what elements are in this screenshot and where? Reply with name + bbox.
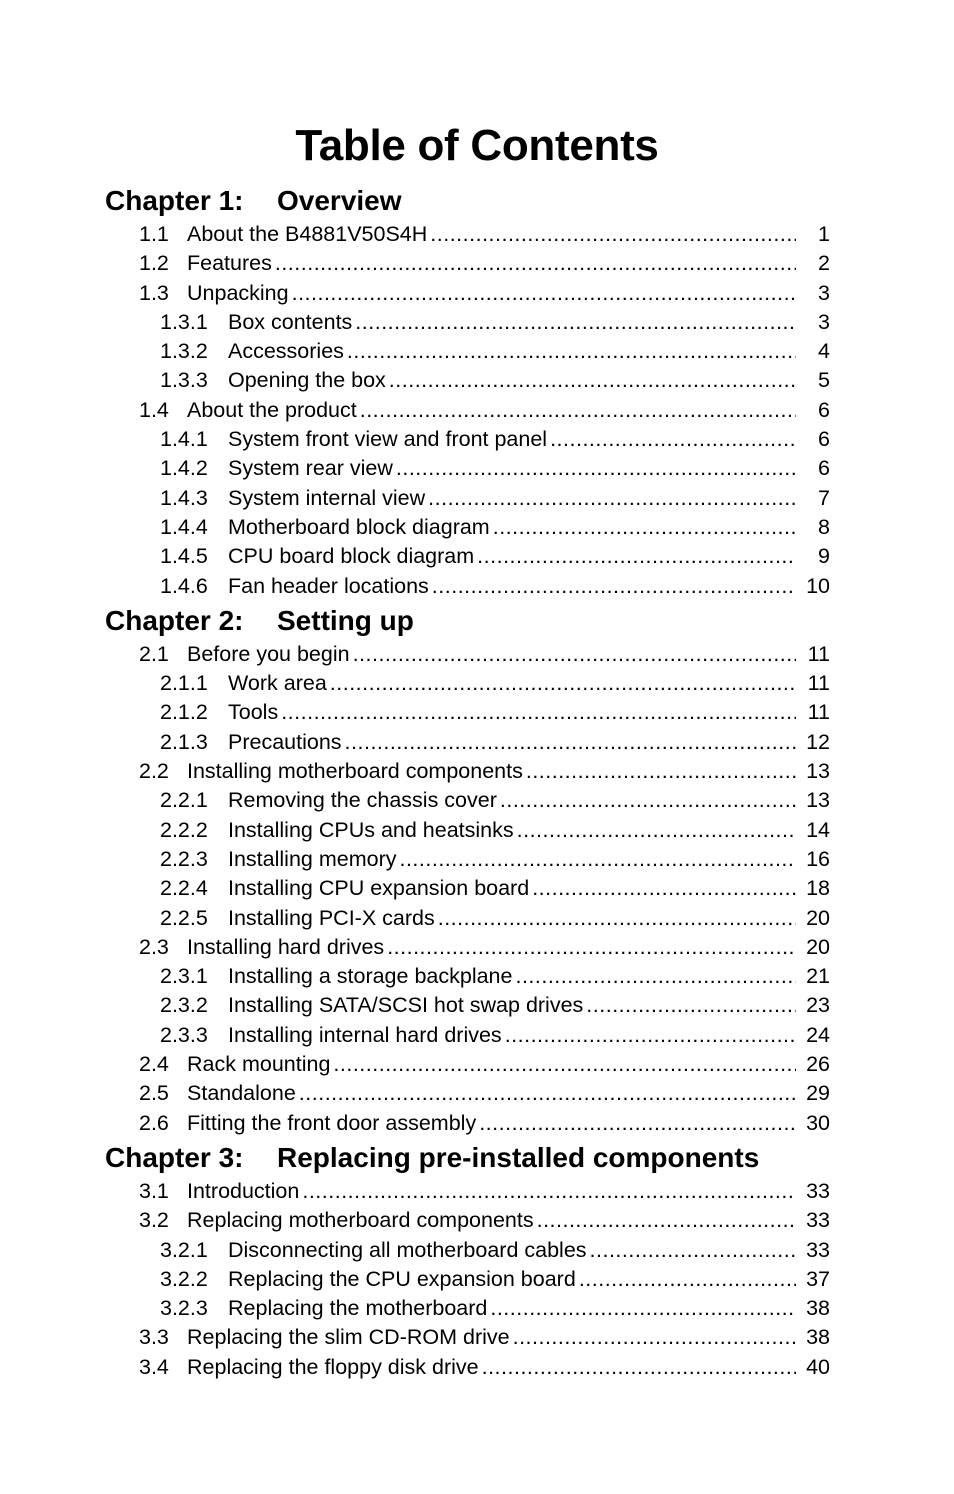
page-number: 6 [818,427,830,452]
toc-entry[interactable] [105,572,830,601]
section-number: 3.1 [139,1178,169,1203]
section-title: Tools [228,700,279,725]
page-number: 13 [806,759,830,784]
dot-leader [399,845,796,874]
dot-leader [517,816,796,845]
page-number: 40 [806,1354,830,1379]
page-number: 18 [806,876,830,901]
section-number: 1.4.5 [160,544,208,569]
dot-leader [493,513,796,542]
page-number: 12 [806,729,830,754]
section-title: Standalone [187,1081,296,1106]
page-number: 13 [806,788,830,813]
toc-entry[interactable] [105,991,830,1020]
dot-leader [345,728,796,757]
dot-leader [479,1109,796,1138]
toc-entry[interactable] [105,1294,830,1323]
toc-entry[interactable] [105,1177,830,1206]
section-number: 3.2.2 [160,1266,208,1291]
toc-entry[interactable] [105,904,830,933]
chapter-title: Overview [277,185,402,216]
section-number: 3.4 [139,1354,169,1379]
dot-leader [513,1323,796,1352]
section-number: 2.4 [139,1052,169,1077]
dot-leader [387,933,796,962]
toc-entry[interactable] [105,698,830,727]
section-title: Before you begin [187,641,350,666]
dot-leader [550,425,796,454]
page-number: 33 [806,1208,830,1233]
section-number: 1.4.4 [160,514,208,539]
dot-leader [353,640,796,669]
section-title: Installing CPU expansion board [228,876,530,901]
page-number: 2 [818,251,830,276]
toc-entry[interactable] [105,366,830,395]
section-number: 2.1.3 [160,729,208,754]
section-number: 1.4.3 [160,485,208,510]
toc-entry[interactable] [105,1236,830,1265]
toc-entry[interactable] [105,786,830,815]
toc-entry[interactable] [105,542,830,571]
section-number: 2.2.1 [160,788,208,813]
section-number: 2.2 [139,759,169,784]
dot-leader [333,1050,796,1079]
section-title: Installing a storage backplane [228,964,513,989]
section-title: System rear view [228,456,393,481]
page-number: 10 [806,573,830,598]
page-number: 38 [806,1325,830,1350]
section-number: 3.2 [139,1208,169,1233]
toc-entry[interactable] [105,669,830,698]
section-number: 2.1.1 [160,671,208,696]
chapter-heading[interactable] [105,601,830,640]
page-number: 11 [807,671,830,696]
section-number: 2.3.3 [160,1022,208,1047]
dot-leader [505,1021,796,1050]
toc-entry[interactable] [105,1206,830,1235]
page-number: 5 [818,368,830,393]
section-number: 3.2.3 [160,1296,208,1321]
toc-entry[interactable] [105,308,830,337]
dot-leader [532,874,796,903]
page-number: 1 [818,222,830,246]
section-title: Replacing the motherboard [228,1296,488,1321]
section-number: 2.2.5 [160,905,208,930]
section-title: Installing motherboard components [187,759,523,784]
section-number: 2.1.2 [160,700,208,725]
chapter-heading[interactable] [105,1138,830,1177]
toc-entry[interactable] [105,933,830,962]
toc-entry[interactable] [105,484,830,513]
section-title: Unpacking [187,280,289,305]
toc-entry[interactable] [105,845,830,874]
section-number: 2.2.4 [160,876,208,901]
toc-entry[interactable] [105,1353,830,1382]
dot-leader [500,786,796,815]
dot-leader [360,396,796,425]
dot-leader [586,991,796,1020]
toc-entry[interactable] [105,396,830,425]
section-title: Replacing motherboard components [187,1208,534,1233]
section-number: 2.1 [139,641,169,666]
toc-entry[interactable] [105,962,830,991]
toc-entry[interactable] [105,337,830,366]
section-title: CPU board block diagram [228,544,475,569]
page-number: 38 [806,1296,830,1321]
page-number: 20 [806,934,830,959]
section-number: 2.3 [139,934,169,959]
dot-leader [438,904,796,933]
dot-leader [537,1206,796,1235]
page-number: 37 [806,1266,830,1291]
page-number: 4 [818,339,830,364]
section-title: Features [187,251,272,276]
section-title: Accessories [228,339,344,364]
dot-leader [355,308,796,337]
dot-leader [275,249,796,278]
toc-entry[interactable] [105,279,830,308]
section-title: About the B4881V50S4H [187,222,428,246]
toc-entry[interactable] [105,640,830,669]
table-of-contents [105,181,830,1382]
toc-entry[interactable] [105,1109,830,1138]
section-number: 1.2 [139,251,169,276]
toc-entry[interactable] [105,1265,830,1294]
section-title: Work area [228,671,327,696]
page-number: 11 [807,641,830,666]
section-title: Precautions [228,729,342,754]
section-title: Installing CPUs and heatsinks [228,817,514,842]
section-number: 1.3.1 [160,309,208,334]
section-number: 1.3 [139,280,169,305]
section-title: Replacing the floppy disk drive [187,1354,479,1379]
page-number: 14 [806,817,830,842]
dot-leader [430,220,796,249]
section-title: Installing internal hard drives [228,1022,502,1047]
section-title: Installing hard drives [187,934,385,959]
section-number: 2.2.2 [160,817,208,842]
toc-entry[interactable] [105,220,830,249]
toc-entry[interactable] [105,757,830,786]
section-title: Rack mounting [187,1052,331,1077]
section-number: 1.4.1 [160,427,208,452]
dot-leader [579,1265,796,1294]
page-number: 21 [806,964,830,989]
dot-leader [292,279,796,308]
dot-leader [482,1353,796,1382]
section-number: 1.4 [139,397,169,422]
dot-leader [389,366,796,395]
dot-leader [330,669,796,698]
section-number: 1.3.2 [160,339,208,364]
toc-entry[interactable] [105,874,830,903]
section-title: Installing SATA/SCSI hot swap drives [228,993,584,1018]
toc-entry[interactable] [105,1050,830,1079]
section-title: Installing memory [228,846,397,871]
section-number: 2.3.1 [160,964,208,989]
page-number: 33 [806,1178,830,1203]
section-number: 1.3.3 [160,368,208,393]
chapter-title: Replacing pre-installed components [277,1141,760,1173]
dot-leader [302,1177,796,1206]
chapter-title: Setting up [277,604,414,636]
chapter-heading[interactable] [105,181,830,220]
page-number: 7 [818,485,830,510]
toc-entry[interactable] [105,728,830,757]
dot-leader [490,1294,796,1323]
section-title: Replacing the slim CD-ROM drive [187,1325,510,1350]
dot-leader [347,337,796,366]
page-number: 23 [806,993,830,1018]
section-number: 2.3.2 [160,993,208,1018]
page-number: 8 [818,514,830,539]
section-title: Replacing the CPU expansion board [228,1266,576,1291]
dot-leader [396,454,796,483]
section-title: Box contents [228,309,353,334]
dot-leader [515,962,796,991]
toc-entry[interactable] [105,513,830,542]
page-number: 29 [806,1081,830,1106]
toc-entry[interactable] [105,1021,830,1050]
section-title: Fitting the front door assembly [187,1110,477,1135]
page-number: 11 [807,700,830,725]
section-title: System front view and front panel [228,427,548,452]
dot-leader [477,542,796,571]
page-number: 30 [806,1110,830,1135]
section-title: Disconnecting all motherboard cables [228,1237,587,1262]
section-title: Fan header locations [228,573,429,598]
dot-leader [299,1079,796,1108]
dot-leader [526,757,796,786]
section-number: 2.5 [139,1081,169,1106]
page-number: 6 [818,456,830,481]
page-number: 3 [818,309,830,334]
chapter-label: Chapter 1: [105,185,244,216]
page-number: 33 [806,1237,830,1262]
section-number: 2.2.3 [160,846,208,871]
page-number: 9 [818,544,830,569]
toc-entry[interactable] [105,816,830,845]
page-number: 16 [806,846,830,871]
section-title: About the product [187,397,357,422]
dot-leader [590,1236,796,1265]
dot-leader [281,698,796,727]
section-number: 1.1 [139,222,169,246]
section-number: 2.6 [139,1110,169,1135]
section-number: 1.4.2 [160,456,208,481]
section-number: 3.2.1 [160,1237,208,1262]
dot-leader [432,572,796,601]
page-number: 20 [806,905,830,930]
toc-entry[interactable] [105,425,830,454]
section-title: Motherboard block diagram [228,514,490,539]
dot-leader [428,484,796,513]
toc-entry[interactable] [105,1323,830,1352]
section-title: Installing PCI-X cards [228,905,435,930]
toc-entry[interactable] [105,249,830,278]
page-number: 24 [806,1022,830,1047]
page-number: 6 [818,397,830,422]
section-title: System internal view [228,485,426,510]
section-title: Introduction [187,1178,300,1203]
page-title: Table of Contents [295,121,659,171]
section-number: 3.3 [139,1325,169,1350]
page-number: 26 [806,1052,830,1077]
toc-entry[interactable] [105,1079,830,1108]
chapter-label: Chapter 3: [105,1141,244,1173]
toc-entry[interactable] [105,454,830,483]
section-number: 1.4.6 [160,573,208,598]
page-number: 3 [818,280,830,305]
chapter-label: Chapter 2: [105,604,244,636]
section-title: Opening the box [228,368,386,393]
section-title: Removing the chassis cover [228,788,497,813]
